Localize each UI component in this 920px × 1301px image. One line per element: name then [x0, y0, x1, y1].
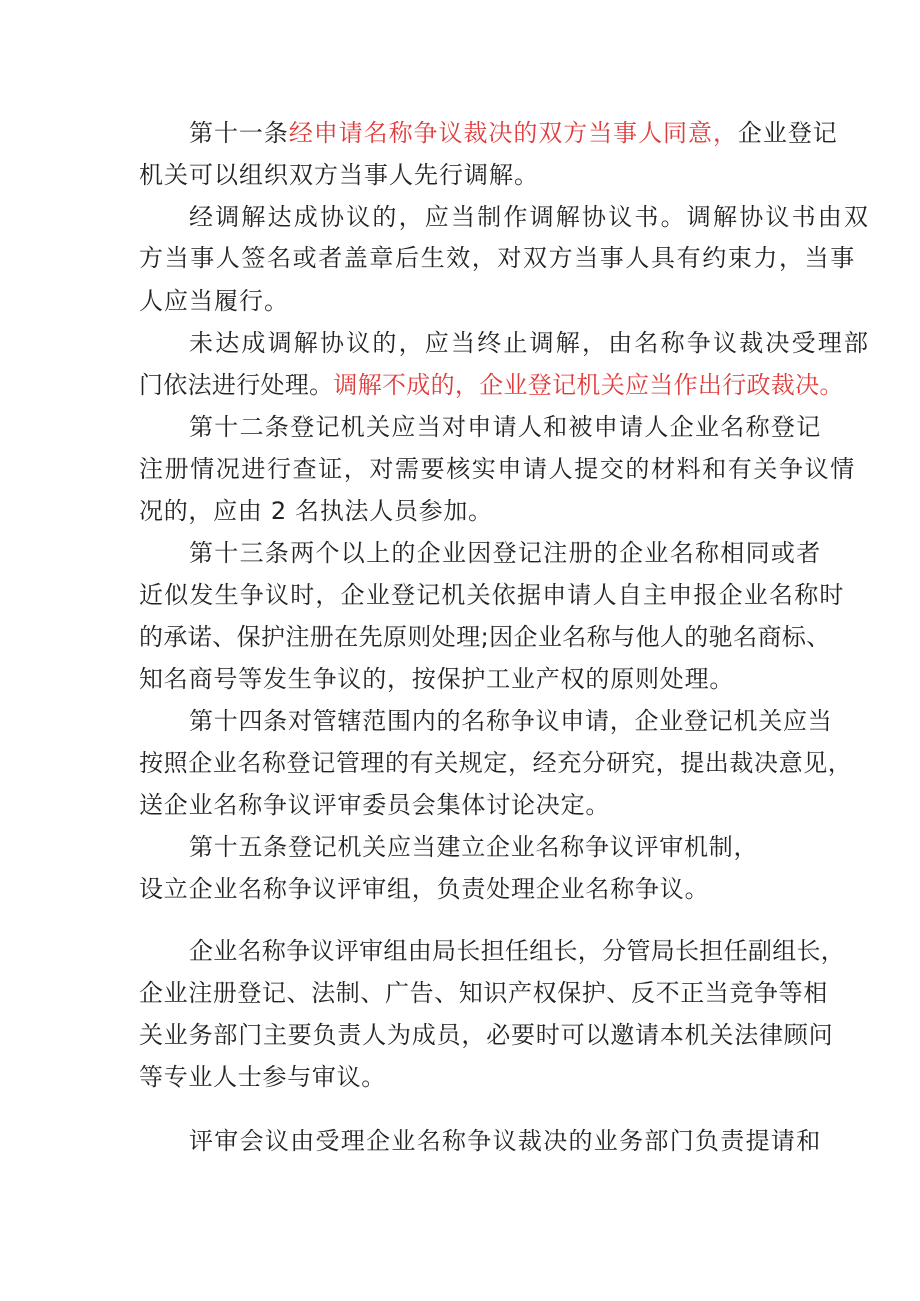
text-line: 经调解达成协议的，应当制作调解协议书。调解协议书由双	[189, 203, 871, 231]
text-line: 企业注册登记、法制、广告、知识产权保护、反不正当竞争等相	[139, 979, 828, 1007]
text-line: 近似发生争议时，企业登记机关依据申请人自主申报企业名称时	[139, 581, 845, 609]
article-11-label: 第十一条	[189, 119, 289, 147]
highlighted-text: 调解不成的，企业登记机关应当作出行政裁决。	[333, 371, 844, 399]
text-line: 第十三条两个以上的企业因登记注册的企业名称相同或者	[189, 539, 822, 567]
text-line: 企业名称争议评审组由局长担任组长，分管局长担任副组长，	[189, 937, 846, 965]
text-line	[189, 113, 838, 153]
text-line: 等专业人士参与审议。	[139, 1063, 386, 1091]
text-line: 关业务部门主要负责人为成员，必要时可以邀请本机关法律顾问	[139, 1021, 834, 1049]
text-line: 知名商号等发生争议的，按保护工业产权的原则处理。	[139, 665, 735, 693]
text-span: 门依法进行处理。	[139, 371, 334, 399]
text-line: 设立企业名称争议评审组，负责处理企业名称争议。	[139, 875, 710, 903]
text-line: 况的，应由 2 名执法人员参加。	[139, 497, 493, 525]
text-line	[139, 365, 920, 405]
text-line: 送企业名称争议评审委员会集体讨论决定。	[139, 791, 611, 819]
text-line: 注册情况进行查证，对需要核实申请人提交的材料和有关争议情	[139, 455, 856, 483]
text-line: 的承诺、保护注册在先原则处理;因企业名称与他人的驰名商标、	[139, 623, 831, 651]
text-line: 机关可以组织双方当事人先行调解。	[139, 161, 539, 189]
text-line: 评审会议由受理企业名称争议裁决的业务部门负责提请和	[189, 1127, 822, 1155]
highlighted-text: 经申请名称争议裁决的双方当事人同意，	[288, 119, 738, 147]
text-line: 第十四条对管辖范围内的名称争议申请，企业登记机关应当	[189, 707, 833, 735]
text-line: 未达成调解协议的，应当终止调解，由名称争议裁决受理部	[189, 329, 871, 357]
text-line: 按照企业名称登记管理的有关规定，经充分研究，提出裁决意见，	[139, 749, 853, 777]
text-line: 第十二条登记机关应当对申请人和被申请人企业名称登记	[189, 413, 822, 441]
text-line: 第十五条登记机关应当建立企业名称争议评审机制，	[189, 833, 759, 861]
text-span: 企业登记	[737, 119, 838, 147]
text-line: 方当事人签名或者盖章后生效，对双方当事人具有约束力，当事	[139, 244, 856, 272]
text-line: 人应当履行。	[139, 287, 289, 315]
